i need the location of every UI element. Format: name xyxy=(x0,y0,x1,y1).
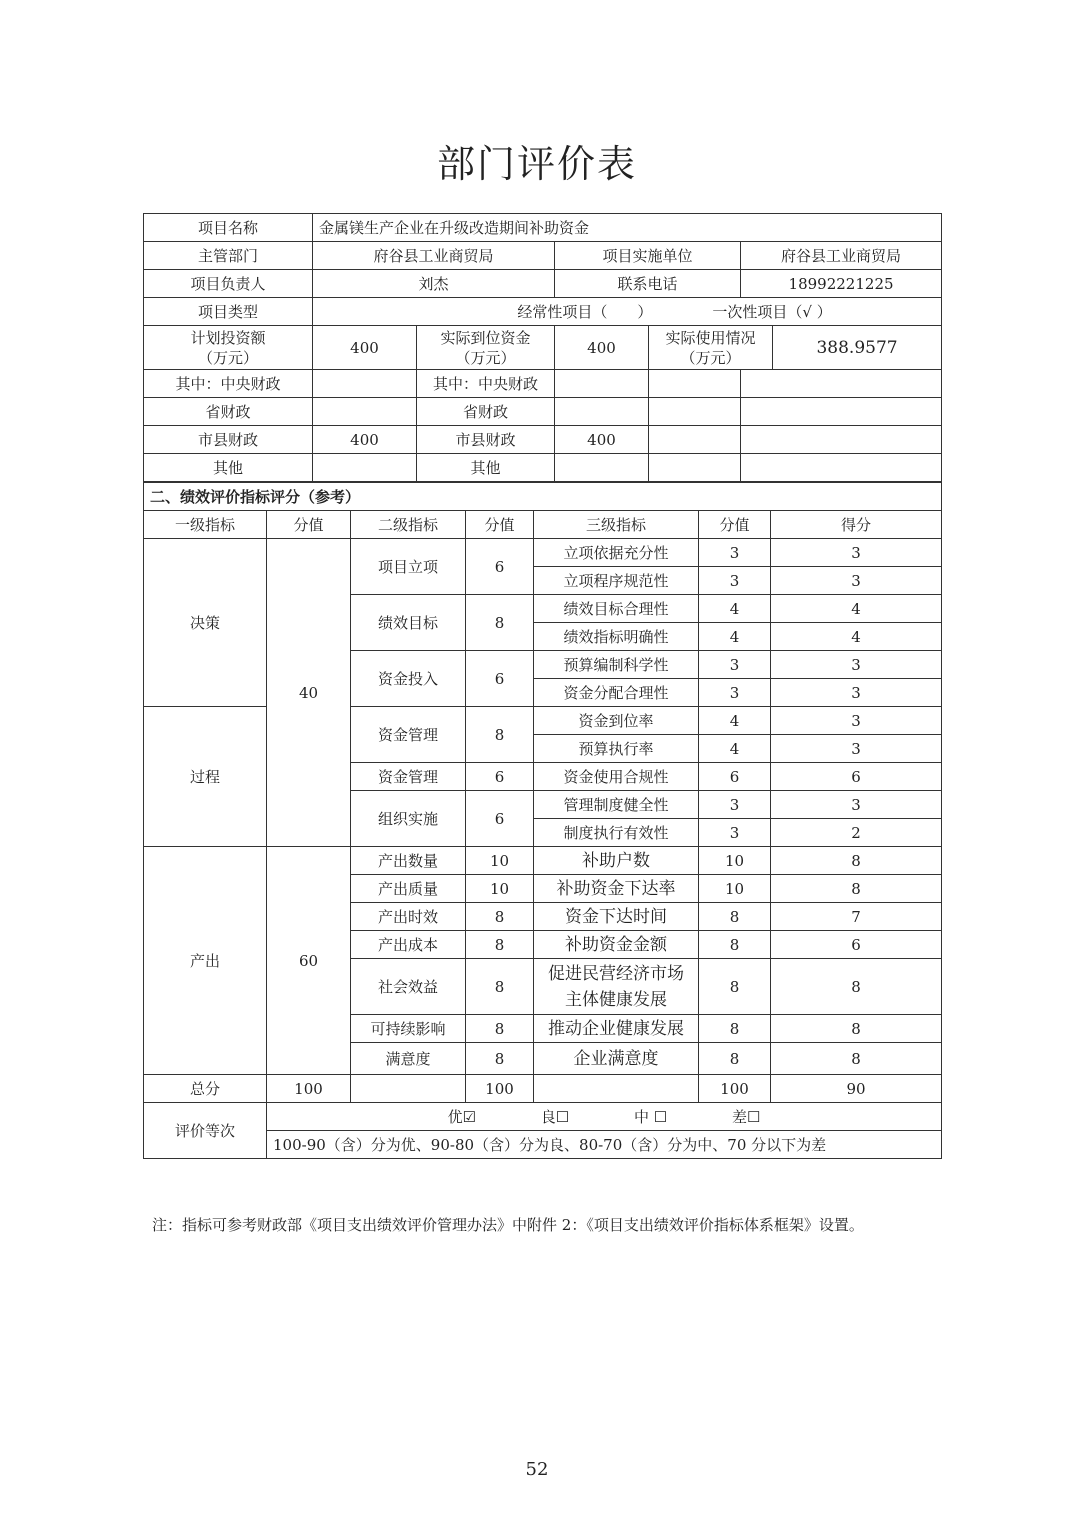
lv3-cell: 资金下达时间 xyxy=(534,903,699,931)
total-s1: 100 xyxy=(267,1075,351,1103)
got-cell: 6 xyxy=(771,931,942,959)
lv2-cell: 社会效益 xyxy=(351,959,466,1015)
s2-cell: 8 xyxy=(466,959,534,1015)
actual-value: 400 xyxy=(555,326,649,370)
table-row xyxy=(144,707,942,735)
s2-cell: 10 xyxy=(466,847,534,875)
total-row xyxy=(144,1075,942,1103)
lv3-cell: 补助资金金额 xyxy=(534,931,699,959)
page-title: 部门评价表 xyxy=(436,142,637,186)
s2-cell: 6 xyxy=(466,651,534,707)
table-row xyxy=(144,539,942,567)
lv2-cell: 产出成本 xyxy=(351,931,466,959)
s3-cell: 10 xyxy=(699,875,771,903)
actual-label: 实际到位资金 （万元） xyxy=(417,326,555,370)
lv2-cell: 资金管理 xyxy=(351,763,466,791)
grade-poor: 差☐ xyxy=(732,1107,761,1126)
got-cell: 4 xyxy=(771,595,942,623)
got-cell: 8 xyxy=(771,847,942,875)
lv3-cell: 补助户数 xyxy=(534,847,699,875)
plan-label: 计划投资额 （万元） xyxy=(144,326,313,370)
lv3-cell: 补助资金下达率 xyxy=(534,875,699,903)
s2-cell: 8 xyxy=(466,903,534,931)
got-cell: 3 xyxy=(771,735,942,763)
s2-cell: 8 xyxy=(466,931,534,959)
s3-cell: 3 xyxy=(699,567,771,595)
city-label-2: 市县财政 xyxy=(417,426,555,454)
other-actual xyxy=(555,454,649,482)
lv3-cell: 企业满意度 xyxy=(534,1043,699,1075)
s3-cell: 3 xyxy=(699,651,771,679)
group-decision: 决策 xyxy=(144,539,267,707)
project-name-label: 项目名称 xyxy=(144,214,313,242)
type-regular: 经常性项目（ ） xyxy=(517,302,653,321)
lv3-cell: 管理制度健全性 xyxy=(534,791,699,819)
header-got: 得分 xyxy=(771,511,942,539)
lv2-cell: 满意度 xyxy=(351,1043,466,1075)
grade-label: 评价等次 xyxy=(144,1103,267,1159)
central-used xyxy=(741,370,942,398)
lv3-cell: 资金分配合理性 xyxy=(534,679,699,707)
lv3-cell: 预算编制科学性 xyxy=(534,651,699,679)
page-number: 52 xyxy=(525,1459,549,1480)
header-lv2: 二级指标 xyxy=(351,511,466,539)
got-cell: 4 xyxy=(771,623,942,651)
lv2-cell: 资金投入 xyxy=(351,651,466,707)
s3-cell: 4 xyxy=(699,623,771,651)
total-lv2-empty xyxy=(351,1075,466,1103)
province-actual xyxy=(555,398,649,426)
got-cell: 7 xyxy=(771,903,942,931)
header-lv1: 一级指标 xyxy=(144,511,267,539)
type-once: 一次性项目（√ ） xyxy=(712,302,832,321)
city-label: 市县财政 xyxy=(144,426,313,454)
s3-cell: 3 xyxy=(699,791,771,819)
header-lv3: 三级指标 xyxy=(534,511,699,539)
got-cell: 3 xyxy=(771,679,942,707)
s3-cell: 3 xyxy=(699,539,771,567)
province-label-2: 省财政 xyxy=(417,398,555,426)
s3-cell: 8 xyxy=(699,1015,771,1043)
s2-cell: 6 xyxy=(466,539,534,595)
got-cell: 3 xyxy=(771,567,942,595)
type-value xyxy=(313,298,942,326)
plan-value: 400 xyxy=(313,326,417,370)
lv3-cell: 推动企业健康发展 xyxy=(534,1015,699,1043)
total-got: 90 xyxy=(771,1075,942,1103)
header-score2: 分值 xyxy=(466,511,534,539)
got-cell: 6 xyxy=(771,763,942,791)
group-score-40: 40 xyxy=(267,539,351,847)
s3-cell: 6 xyxy=(699,763,771,791)
lv2-cell: 项目立项 xyxy=(351,539,466,595)
central-actual xyxy=(555,370,649,398)
used-value: 388.9577 xyxy=(773,326,942,370)
lv2-cell: 组织实施 xyxy=(351,791,466,847)
s3-cell: 3 xyxy=(699,819,771,847)
impl-label: 项目实施单位 xyxy=(555,242,741,270)
s2-cell: 8 xyxy=(466,1043,534,1075)
table-row xyxy=(144,847,942,875)
lv2-cell: 绩效目标 xyxy=(351,595,466,651)
project-name-value: 金属镁生产企业在升级改造期间补助资金 xyxy=(313,214,942,242)
got-cell: 8 xyxy=(771,875,942,903)
grade-good: 良☐ xyxy=(540,1107,570,1126)
group-score-60: 60 xyxy=(267,847,351,1075)
project-info-table xyxy=(143,213,942,482)
lv2-cell: 可持续影响 xyxy=(351,1015,466,1043)
lv3-cell: 资金使用合规性 xyxy=(534,763,699,791)
impl-value: 府谷县工业商贸局 xyxy=(741,242,942,270)
grade-row xyxy=(144,1103,942,1131)
total-s2: 100 xyxy=(466,1075,534,1103)
other-label: 其他 xyxy=(144,454,313,482)
dept-value: 府谷县工业商贸局 xyxy=(313,242,555,270)
section2-title: 二、绩效评价指标评分（参考） xyxy=(144,483,942,511)
indicator-table xyxy=(143,482,942,1159)
total-s3: 100 xyxy=(699,1075,771,1103)
other-plan xyxy=(313,454,417,482)
group-process: 过程 xyxy=(144,707,267,847)
city-actual: 400 xyxy=(555,426,649,454)
lv3-cell: 立项程序规范性 xyxy=(534,567,699,595)
grade-rule: 100-90（含）分为优、90-80（含）分为良、80-70（含）分为中、70 分以下为差 xyxy=(267,1131,942,1159)
got-cell: 2 xyxy=(771,819,942,847)
leader-value: 刘杰 xyxy=(313,270,555,298)
type-label: 项目类型 xyxy=(144,298,313,326)
province-used-label xyxy=(649,398,741,426)
s2-cell: 6 xyxy=(466,791,534,847)
lv2-cell: 产出数量 xyxy=(351,847,466,875)
leader-label: 项目负责人 xyxy=(144,270,313,298)
central-label-2: 其中：中央财政 xyxy=(417,370,555,398)
got-cell: 3 xyxy=(771,539,942,567)
group-output: 产出 xyxy=(144,847,267,1075)
lv2-cell: 资金管理 xyxy=(351,707,466,763)
lv3-cell: 预算执行率 xyxy=(534,735,699,763)
s3-cell: 10 xyxy=(699,847,771,875)
s3-cell: 4 xyxy=(699,595,771,623)
used-label: 实际使用情况 （万元） xyxy=(649,326,773,370)
s3-cell: 8 xyxy=(699,959,771,1015)
lv2-cell: 产出时效 xyxy=(351,903,466,931)
got-cell: 3 xyxy=(771,791,942,819)
lv3-cell: 制度执行有效性 xyxy=(534,819,699,847)
got-cell: 3 xyxy=(771,707,942,735)
phone-label: 联系电话 xyxy=(555,270,741,298)
s2-cell: 8 xyxy=(466,1015,534,1043)
central-label: 其中：中央财政 xyxy=(144,370,313,398)
got-cell: 8 xyxy=(771,959,942,1015)
city-plan: 400 xyxy=(313,426,417,454)
grade-options xyxy=(267,1103,942,1131)
s3-cell: 4 xyxy=(699,707,771,735)
lv3-cell: 资金到位率 xyxy=(534,707,699,735)
header-score3: 分值 xyxy=(699,511,771,539)
lv3-cell: 绩效指标明确性 xyxy=(534,623,699,651)
got-cell: 8 xyxy=(771,1015,942,1043)
other-label-2: 其他 xyxy=(417,454,555,482)
phone-value: 18992221225 xyxy=(741,270,942,298)
total-label: 总分 xyxy=(144,1075,267,1103)
lv3-cell: 绩效目标合理性 xyxy=(534,595,699,623)
central-plan xyxy=(313,370,417,398)
province-label: 省财政 xyxy=(144,398,313,426)
s2-cell: 10 xyxy=(466,875,534,903)
footnote: 注：指标可参考财政部《项目支出绩效评价管理办法》中附件 2：《项目支出绩效评价指标体系框架》设置。 xyxy=(152,1216,864,1234)
s2-cell: 8 xyxy=(466,707,534,763)
province-used xyxy=(741,398,942,426)
header-score1: 分值 xyxy=(267,511,351,539)
got-cell: 3 xyxy=(771,651,942,679)
s3-cell: 4 xyxy=(699,735,771,763)
total-lv3-empty xyxy=(534,1075,699,1103)
lv3-cell: 促进民营经济市场 主体健康发展 xyxy=(534,959,699,1015)
city-used xyxy=(741,426,942,454)
other-used xyxy=(741,454,942,482)
got-cell: 8 xyxy=(771,1043,942,1075)
s2-cell: 6 xyxy=(466,763,534,791)
other-used-label xyxy=(649,454,741,482)
s3-cell: 8 xyxy=(699,931,771,959)
dept-label: 主管部门 xyxy=(144,242,313,270)
s3-cell: 3 xyxy=(699,679,771,707)
s2-cell: 8 xyxy=(466,595,534,651)
s3-cell: 8 xyxy=(699,903,771,931)
grade-excellent: 优☑ xyxy=(447,1107,477,1126)
s3-cell: 8 xyxy=(699,1043,771,1075)
province-plan xyxy=(313,398,417,426)
lv2-cell: 产出质量 xyxy=(351,875,466,903)
central-used-label xyxy=(649,370,741,398)
lv3-cell: 立项依据充分性 xyxy=(534,539,699,567)
city-used-label xyxy=(649,426,741,454)
grade-medium: 中 ☐ xyxy=(634,1107,668,1126)
